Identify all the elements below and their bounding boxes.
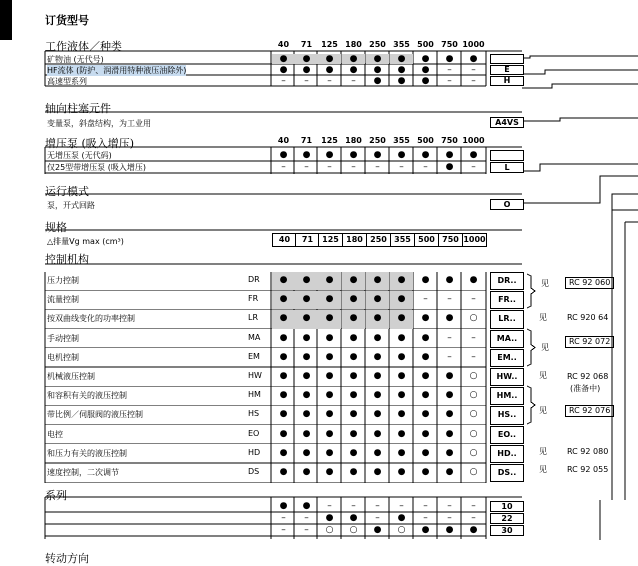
table-cell: ●	[373, 371, 382, 381]
table-row-abbr: HD	[248, 447, 261, 457]
control-heading: 控制机构	[45, 253, 89, 266]
table-cell: ●	[469, 525, 478, 535]
table-cell: ●	[325, 351, 334, 362]
order-code-box: FR..	[490, 291, 524, 309]
series-heading: 系列	[45, 489, 67, 502]
table-cell: ●	[349, 65, 358, 75]
table-cell: –	[351, 76, 356, 86]
size-label: △排量Vg max (cm³)	[47, 237, 124, 246]
table-cell: ●	[302, 371, 311, 381]
table-cell: ●	[302, 409, 311, 420]
table-cell: ○	[469, 371, 478, 381]
table-cell: ●	[397, 428, 406, 439]
table-cell: ●	[349, 150, 358, 160]
see-label-4: 见	[539, 371, 547, 380]
table-cell: ●	[397, 447, 406, 458]
table-cell: ●	[272, 272, 295, 290]
table-cell: ●	[445, 409, 454, 420]
table-row-abbr: FR	[248, 294, 259, 304]
size-box: 40	[272, 233, 297, 247]
see-label-6: 见	[539, 447, 547, 456]
column-header: 71	[300, 136, 313, 145]
table-cell: –	[304, 525, 309, 535]
table-cell: ●	[421, 428, 430, 439]
table-cell: ●	[397, 467, 406, 477]
ref-rc-92068: RC 92 068	[567, 372, 609, 381]
table-cell: ●	[325, 447, 334, 458]
table-cell: –	[471, 351, 476, 362]
table-cell: ●	[421, 525, 430, 535]
connector-line	[522, 164, 638, 171]
table-cell: –	[471, 162, 476, 172]
table-cell: ●	[373, 390, 382, 401]
order-code-box: DS..	[490, 464, 524, 482]
table-cell: –	[471, 76, 476, 86]
see-label-3: 见	[541, 343, 549, 352]
column-header: 71	[300, 40, 313, 49]
table-cell: ●	[421, 65, 430, 75]
column-header: 355	[393, 136, 410, 145]
size-box: 355	[390, 233, 415, 247]
table-cell: ●	[349, 513, 358, 523]
table-cell: ●	[342, 272, 365, 290]
column-header: 125	[321, 136, 338, 145]
table-cell: ●	[397, 351, 406, 362]
table-cell: ●	[397, 390, 406, 401]
table-row-abbr: EO	[248, 428, 260, 438]
table-row-label: 压力控制	[47, 276, 79, 285]
table-cell: –	[447, 76, 452, 86]
table-cell: ●	[325, 371, 334, 381]
table-cell: ●	[302, 351, 311, 362]
table-cell: –	[351, 162, 356, 172]
table-cell: ●	[318, 310, 341, 328]
table-cell: ●	[349, 371, 358, 381]
table-cell: –	[447, 513, 452, 523]
table-cell: ●	[397, 76, 406, 86]
table-cell: ●	[390, 310, 413, 328]
table-cell: –	[327, 162, 332, 172]
order-code-box: 30	[490, 525, 524, 536]
table-row-abbr: EM	[248, 351, 260, 361]
table-cell: ●	[373, 409, 382, 420]
table-cell: ●	[397, 513, 406, 523]
table-cell: –	[375, 162, 380, 172]
column-header: 40	[277, 136, 290, 145]
order-code-box	[490, 54, 524, 64]
table-row-label: 仅25型带增压泵 (吸入增压)	[47, 163, 146, 172]
table-cell: ●	[302, 501, 311, 511]
table-cell: –	[375, 513, 380, 523]
table-cell: ○	[469, 409, 478, 420]
table-cell: ●	[421, 447, 430, 458]
table-cell: ●	[373, 351, 382, 362]
table-cell: ●	[445, 371, 454, 381]
table-cell: ●	[445, 313, 454, 324]
table-row-abbr: HS	[248, 409, 260, 419]
table-cell: ●	[302, 332, 311, 343]
ref-rc-92068-note: (准备中)	[570, 384, 601, 393]
table-cell: ●	[397, 65, 406, 75]
order-code-box: EM..	[490, 349, 524, 367]
table-cell: ●	[366, 54, 389, 64]
axial-heading: 轴向柱塞元件	[45, 102, 111, 115]
table-row-label: 高速型系列	[47, 77, 87, 86]
table-cell: ●	[421, 409, 430, 420]
table-cell: ●	[445, 467, 454, 477]
table-cell: ●	[325, 409, 334, 420]
rotation-heading: 转动方向	[45, 552, 89, 565]
fluid-heading: 工作液体／种类	[45, 40, 122, 53]
order-code-box: HS..	[490, 406, 524, 424]
table-cell: ○	[397, 525, 406, 535]
ref-rc-92076: RC 92 076	[565, 405, 614, 417]
size-heading: 规格	[45, 221, 67, 234]
table-cell: ○	[469, 447, 478, 458]
order-code-box: 10	[490, 501, 524, 512]
table-cell: ●	[272, 291, 295, 309]
table-cell: ●	[421, 76, 430, 86]
table-cell: –	[327, 76, 332, 86]
order-code-box: MA..	[490, 330, 524, 348]
table-cell: –	[471, 513, 476, 523]
table-cell: ●	[373, 332, 382, 343]
table-cell: ○	[469, 467, 478, 477]
table-cell: ●	[349, 467, 358, 477]
order-code-box	[490, 150, 524, 161]
table-row-label: 和容积有关的液压控制	[47, 391, 127, 401]
table-row-label: 电控	[47, 429, 63, 439]
table-row-abbr: LR	[248, 313, 259, 323]
table-cell: ●	[397, 150, 406, 160]
table-cell: ●	[445, 525, 454, 535]
table-cell: –	[471, 65, 476, 75]
size-box: 180	[342, 233, 367, 247]
column-header: 40	[277, 40, 290, 49]
table-cell: ●	[302, 467, 311, 477]
table-row-abbr: HW	[248, 371, 262, 380]
table-cell: ●	[342, 54, 365, 64]
size-box: 250	[366, 233, 391, 247]
table-cell: ●	[279, 150, 288, 160]
mode-code: O	[490, 199, 524, 210]
table-cell: ●	[373, 525, 382, 535]
mode-heading: 运行模式	[45, 185, 89, 198]
boost-heading: 增压泵 (吸入增压)	[45, 137, 135, 150]
table-row-label: 按双曲线变化的功率控制	[47, 314, 135, 324]
table-cell: ●	[421, 150, 430, 160]
size-box: 500	[414, 233, 439, 247]
table-row-abbr: MA	[248, 332, 261, 342]
connector-line	[527, 329, 535, 366]
column-header: 180	[345, 136, 362, 145]
table-cell: ●	[397, 332, 406, 343]
order-code-box: HM..	[490, 387, 524, 405]
column-header: 250	[369, 136, 386, 145]
table-cell: –	[447, 65, 452, 75]
ref-rc-92072: RC 92 072	[565, 336, 614, 348]
table-cell: –	[447, 294, 452, 305]
table-cell: ●	[302, 65, 311, 75]
table-cell: ○	[325, 525, 334, 535]
table-row-label: 手动控制	[47, 333, 79, 343]
table-row-label: HF流体 (防护、润滑用特种液压油除外)	[47, 66, 187, 75]
table-cell: ●	[390, 291, 413, 309]
column-header: 1000	[462, 40, 485, 49]
see-label-5: 见	[539, 406, 547, 415]
axial-label: 变量泵，斜盘结构，为工业用	[47, 119, 151, 128]
column-header: 500	[417, 136, 434, 145]
see-label-1: 见	[541, 279, 549, 288]
ref-rc-92055: RC 92 055	[567, 465, 609, 474]
table-cell: ●	[445, 390, 454, 401]
table-cell: –	[423, 513, 428, 523]
column-header: 250	[369, 40, 386, 49]
table-cell: ●	[342, 310, 365, 328]
table-cell: –	[327, 501, 332, 511]
table-cell: –	[447, 501, 452, 511]
table-cell: ●	[421, 313, 430, 324]
table-row-label: 流量控制	[47, 295, 79, 305]
table-cell: ●	[445, 428, 454, 439]
order-code-box: DR..	[490, 272, 524, 290]
order-code-box: L	[490, 162, 524, 173]
table-cell: ●	[469, 275, 478, 285]
column-header: 180	[345, 40, 362, 49]
connector-line	[522, 84, 638, 88]
table-cell: ●	[325, 428, 334, 439]
table-cell: –	[375, 501, 380, 511]
order-code-box: LR..	[490, 310, 524, 328]
table-cell: ●	[445, 54, 454, 64]
size-box: 71	[295, 233, 320, 247]
table-cell: ●	[279, 409, 288, 420]
table-cell: ●	[349, 390, 358, 401]
table-cell: –	[423, 162, 428, 172]
see-label-7: 见	[539, 465, 547, 474]
column-header: 500	[417, 40, 434, 49]
table-cell: ●	[325, 150, 334, 160]
table-cell: ●	[302, 447, 311, 458]
table-row-label: 电机控制	[47, 352, 79, 362]
connector-line	[612, 194, 638, 196]
table-cell: –	[304, 76, 309, 86]
table-cell: ●	[318, 272, 341, 290]
table-cell: –	[471, 294, 476, 305]
table-cell: –	[471, 501, 476, 511]
table-row-label: 带比例／伺服阀的液压控制	[47, 410, 143, 420]
table-cell: ●	[421, 371, 430, 381]
table-cell: ●	[349, 428, 358, 439]
table-cell: ●	[325, 467, 334, 477]
table-cell: ●	[342, 291, 365, 309]
column-header: 750	[441, 40, 458, 49]
table-cell: ●	[272, 310, 295, 328]
table-cell: ●	[302, 390, 311, 401]
table-row-label: 无增压泵 (无代码)	[47, 151, 112, 160]
table-cell: –	[399, 162, 404, 172]
table-cell: ●	[373, 447, 382, 458]
table-cell: ●	[318, 54, 341, 64]
order-code-box: EO..	[490, 426, 524, 444]
connector-line	[527, 274, 535, 308]
table-cell: ●	[390, 54, 413, 64]
size-box: 1000	[462, 233, 487, 247]
table-cell: ●	[279, 332, 288, 343]
table-row-label: 和压力有关的液压控制	[47, 448, 127, 458]
column-header: 1000	[462, 136, 485, 145]
see-label-2: 见	[539, 313, 547, 322]
connector-line	[522, 176, 638, 203]
table-cell: –	[399, 501, 404, 511]
table-cell: ●	[366, 291, 389, 309]
table-cell: ●	[366, 310, 389, 328]
table-cell: ●	[366, 272, 389, 290]
table-cell: ●	[421, 390, 430, 401]
ref-rc-92060: RC 92 060	[565, 277, 614, 289]
axial-code: A4VS	[490, 117, 524, 128]
table-cell: ●	[421, 351, 430, 362]
order-code-box: E	[490, 65, 524, 75]
order-code-box: HD..	[490, 445, 524, 463]
table-cell: ●	[445, 447, 454, 458]
column-header: 125	[321, 40, 338, 49]
table-cell: ●	[397, 409, 406, 420]
table-cell: ●	[325, 65, 334, 75]
table-cell: ●	[390, 272, 413, 290]
table-cell: –	[281, 162, 286, 172]
table-cell: ●	[445, 150, 454, 160]
table-cell: ●	[295, 310, 318, 328]
table-cell: ○	[469, 313, 478, 324]
table-cell: ○	[469, 428, 478, 439]
table-cell: ●	[349, 447, 358, 458]
size-box: 125	[318, 233, 343, 247]
table-row-abbr: HM	[248, 390, 261, 400]
table-cell: –	[447, 351, 452, 362]
table-cell: ●	[302, 150, 311, 160]
table-cell: ●	[421, 467, 430, 477]
table-row-abbr: DS	[248, 467, 260, 476]
table-cell: ●	[279, 428, 288, 439]
column-header: 750	[441, 136, 458, 145]
table-cell: ●	[279, 501, 288, 511]
table-cell: ●	[421, 275, 430, 285]
table-cell: –	[281, 513, 286, 523]
table-cell: ●	[279, 390, 288, 401]
table-row-label: 机械液压控制	[47, 372, 95, 381]
column-header: 355	[393, 40, 410, 49]
connector-line	[522, 118, 638, 121]
table-cell: ●	[279, 351, 288, 362]
table-cell: ●	[272, 54, 295, 64]
page-title: 订货型号	[45, 14, 89, 27]
table-cell: ●	[469, 54, 478, 64]
table-cell: ●	[421, 332, 430, 343]
table-cell: ●	[325, 390, 334, 401]
ref-rc-92064: RC 920 64	[567, 313, 609, 322]
table-cell: –	[423, 294, 428, 305]
table-cell: –	[304, 162, 309, 172]
table-cell: ●	[397, 371, 406, 381]
table-cell: ●	[445, 162, 454, 172]
table-cell: ●	[279, 371, 288, 381]
table-cell: ●	[445, 275, 454, 285]
ref-rc-92080: RC 92 080	[567, 447, 609, 456]
table-cell: ●	[325, 513, 334, 523]
connector-line	[527, 386, 535, 424]
table-cell: ●	[279, 65, 288, 75]
size-box: 750	[438, 233, 463, 247]
table-cell: ●	[279, 467, 288, 477]
table-cell: ●	[318, 291, 341, 309]
table-cell: –	[423, 501, 428, 511]
table-cell: ●	[295, 291, 318, 309]
table-row-abbr: DR	[248, 275, 260, 284]
order-code-box: HW..	[490, 368, 524, 386]
table-cell: ●	[373, 150, 382, 160]
table-cell: ●	[373, 65, 382, 75]
order-code-box: 22	[490, 513, 524, 524]
table-cell: ●	[373, 467, 382, 477]
order-code-box: H	[490, 76, 524, 86]
table-row-label: 矿物油 (无代号)	[47, 55, 104, 64]
table-cell: –	[281, 525, 286, 535]
table-cell: –	[471, 332, 476, 343]
table-cell: –	[281, 76, 286, 86]
table-row-label: 速度控制，二次调节	[47, 468, 119, 477]
table-cell: ●	[295, 54, 318, 64]
table-cell: ●	[421, 54, 430, 64]
table-cell: –	[351, 501, 356, 511]
table-cell: ○	[349, 525, 358, 535]
connector-line	[522, 56, 638, 58]
table-cell: ●	[325, 332, 334, 343]
table-cell: ●	[469, 150, 478, 160]
table-cell: ●	[373, 76, 382, 86]
table-cell: ●	[279, 447, 288, 458]
table-cell: ●	[349, 332, 358, 343]
table-cell: ●	[302, 428, 311, 439]
table-cell: –	[304, 513, 309, 523]
table-cell: ●	[373, 428, 382, 439]
table-cell: ●	[349, 409, 358, 420]
table-cell: ●	[349, 351, 358, 362]
connector-line	[612, 196, 638, 210]
mode-label: 泵，开式回路	[47, 201, 95, 210]
table-cell: –	[447, 332, 452, 343]
connector-line	[522, 70, 638, 74]
table-cell: ○	[469, 390, 478, 401]
table-cell: ●	[295, 272, 318, 290]
